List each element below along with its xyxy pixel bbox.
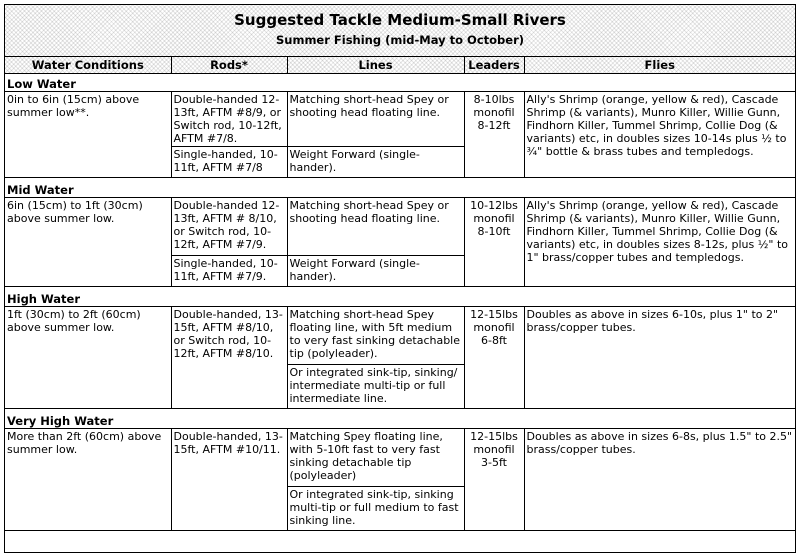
- leader-type: monofil: [473, 106, 515, 119]
- flies-cell: Doubles as above in sizes 6-10s, plus 1" to 2" brass/copper tubes.: [524, 307, 795, 409]
- header-lines: Lines: [287, 57, 464, 74]
- header-leaders: Leaders: [464, 57, 524, 74]
- section-row-low-water: [5, 74, 795, 92]
- line-cell: Matching short-head Spey or shooting head floating line.: [287, 92, 464, 147]
- tackle-document: [4, 4, 796, 553]
- table-row: [5, 198, 795, 256]
- leader-type: monofil: [473, 443, 515, 456]
- rod-cell: Double-handed, 13-15ft, AFTM #10/11.: [171, 429, 287, 531]
- table-row: [5, 429, 795, 487]
- section-heading: High Water: [5, 287, 795, 307]
- flies-cell: Ally's Shrimp (orange, yellow & red), Cascade Shrimp (& variants), Munro Killer, Willie Gunn, Findhorn Killer, Tummel Shrimp, Collie Dog (& variants) etc, in doubles sizes 10-14s plus ½ to ¾" bottle & brass tubes and templedogs.: [524, 92, 795, 178]
- section-row-very-high-water: [5, 409, 795, 429]
- line-cell: Matching short-head Spey or shooting head floating line.: [287, 198, 464, 256]
- flies-cell: Ally's Shrimp (orange, yellow & red), Cascade Shrimp (& variants), Munro Killer, Willie Gunn, Findhorn Killer, Tummel Shrimp, Collie Dog (& variants) etc, in doubles sizes 8-12s, plus ½" to 1" brass/copper tubes and templedogs.: [524, 198, 795, 287]
- section-row-high-water: [5, 287, 795, 307]
- line-cell: Or integrated sink-tip, sinking/ intermediate multi-tip or full intermediate line.: [287, 365, 464, 409]
- table-row: [5, 92, 795, 147]
- leader-cell: [464, 92, 524, 178]
- leader-cell: [464, 198, 524, 287]
- section-heading: Mid Water: [5, 178, 795, 198]
- header-row: [5, 57, 795, 74]
- rod-cell: Single-handed, 10-11ft, AFTM #7/9.: [171, 256, 287, 287]
- water-condition-cell: 0in to 6in (15cm) above summer low**.: [5, 92, 171, 178]
- line-cell: Weight Forward (single-hander).: [287, 147, 464, 178]
- section-heading: Very High Water: [5, 409, 795, 429]
- table-row: [5, 307, 795, 365]
- document-subtitle: Summer Fishing (mid-May to October): [276, 33, 524, 47]
- leader-cell: [464, 429, 524, 531]
- line-cell: Matching Spey floating line, with 5-10ft fast to very fast sinking detachable tip (polyleader): [287, 429, 464, 487]
- rod-cell: Single-handed, 10-11ft, AFTM #7/8: [171, 147, 287, 178]
- water-condition-cell: 1ft (30cm) to 2ft (60cm) above summer low.: [5, 307, 171, 409]
- leader-type: monofil: [473, 212, 515, 225]
- document-title: Suggested Tackle Medium-Small Rivers: [234, 11, 566, 29]
- leader-weight: 10-12lbs: [470, 199, 518, 212]
- rod-cell: Double-handed 12-13ft, AFTM # 8/10, or Switch rod, 10-12ft, AFTM #7/9.: [171, 198, 287, 256]
- line-cell: Or integrated sink-tip, sinking multi-tip or full medium to fast sinking line.: [287, 487, 464, 531]
- leader-length: 8-12ft: [477, 119, 511, 132]
- leader-weight: 8-10lbs: [473, 93, 515, 106]
- header-water-conditions: Water Conditions: [5, 57, 171, 74]
- section-heading: Low Water: [5, 74, 795, 92]
- section-row-mid-water: [5, 178, 795, 198]
- leader-length: 8-10ft: [477, 225, 511, 238]
- line-cell: Matching short-head Spey floating line, with 5ft medium to very fast sinking detachable tip (polyleader).: [287, 307, 464, 365]
- leader-length: 6-8ft: [481, 334, 507, 347]
- title-box: [5, 5, 795, 57]
- flies-cell: Doubles as above in sizes 6-8s, plus 1.5" to 2.5" brass/copper tubes.: [524, 429, 795, 531]
- header-flies: Flies: [524, 57, 795, 74]
- rod-cell: Double-handed 12-13ft, AFTM #8/9, or Switch rod, 10-12ft, AFTM #7/8.: [171, 92, 287, 147]
- leader-weight: 12-15lbs: [470, 430, 518, 443]
- tackle-table: [5, 57, 795, 531]
- leader-length: 3-5ft: [481, 456, 507, 469]
- leader-cell: [464, 307, 524, 409]
- water-condition-cell: More than 2ft (60cm) above summer low.: [5, 429, 171, 531]
- header-rods: Rods*: [171, 57, 287, 74]
- rod-cell: Double-handed, 13-15ft, AFTM #8/10, or Switch rod, 10-12ft, AFTM #8/10.: [171, 307, 287, 409]
- leader-type: monofil: [473, 321, 515, 334]
- leader-weight: 12-15lbs: [470, 308, 518, 321]
- line-cell: Weight Forward (single-hander).: [287, 256, 464, 287]
- water-condition-cell: 6in (15cm) to 1ft (30cm) above summer low.: [5, 198, 171, 287]
